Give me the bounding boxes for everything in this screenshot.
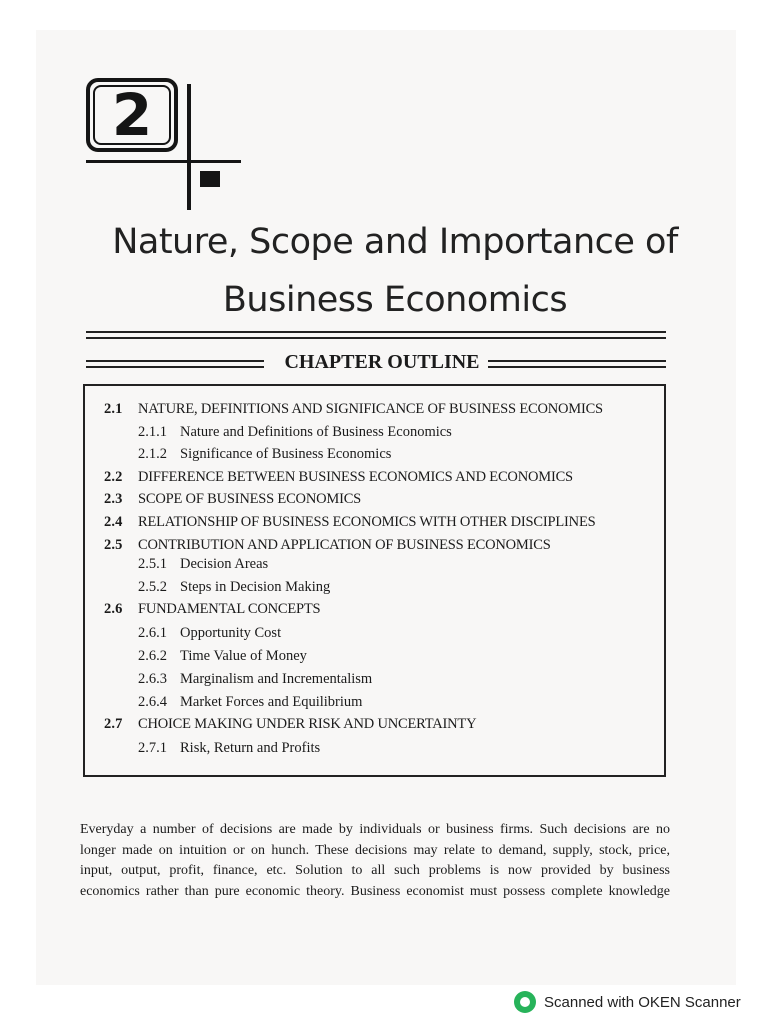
outline-item: 2.1.1 Nature and Definitions of Business Economics xyxy=(138,424,452,440)
outline-item: 2.1.2 Significance of Business Economics xyxy=(138,446,392,462)
outline-item: 2.6.1 Opportunity Cost xyxy=(138,625,282,641)
scanner-watermark-text: Scanned with OKEN Scanner xyxy=(544,993,741,1011)
outline-item: 2.5.2 Steps in Decision Making xyxy=(138,579,331,595)
body-line: input, output, profit, finance, etc. Solution to all such problems is now provided by business xyxy=(80,863,670,878)
outline-item: 2.5 CONTRIBUTION AND APPLICATION OF BUSINESS ECONOMICS xyxy=(104,537,551,553)
chapter-title-line2: Business Economics xyxy=(222,280,568,320)
body-line: economics rather than pure economic theory. Business economist must possess complete knowledge xyxy=(80,883,670,899)
outline-item: 2.4 RELATIONSHIP OF BUSINESS ECONOMICS WITH OTHER DISCIPLINES xyxy=(104,514,596,530)
outline-item: 2.6.2 Time Value of Money xyxy=(138,648,307,664)
title-rule-bottom xyxy=(86,337,666,339)
chapter-number: 2 xyxy=(111,81,153,149)
body-paragraph xyxy=(80,820,670,902)
outline-item: 2.5.1 Decision Areas xyxy=(138,556,269,572)
outline-bar-right-bottom xyxy=(488,366,666,368)
chapter-title-line1: Nature, Scope and Importance of xyxy=(112,222,678,262)
emblem-square xyxy=(200,171,220,187)
body-line: longer made on intuition or on hunch. These decisions may relate to demand, supply, stock, price, xyxy=(80,842,670,858)
outline-item: 2.1 NATURE, DEFINITIONS AND SIGNIFICANCE OF BUSINESS ECONOMICS xyxy=(104,401,603,417)
scanner-watermark xyxy=(514,989,741,1015)
emblem-vertical-line xyxy=(187,84,191,210)
emblem-horizontal-line xyxy=(86,160,241,163)
title-rule-top xyxy=(86,331,666,333)
scanner-logo-icon xyxy=(514,991,536,1013)
outline-item: 2.3 SCOPE OF BUSINESS ECONOMICS xyxy=(104,491,362,507)
body-line: Everyday a number of decisions are made by individuals or business firms. Such decisions are no xyxy=(80,822,670,837)
chapter-outline-heading: CHAPTER OUTLINE xyxy=(284,351,480,373)
outline-item: 2.6.3 Marginalism and Incrementalism xyxy=(138,671,373,687)
outline-bar-left-top xyxy=(86,360,264,362)
outline-item: 2.7.1 Risk, Return and Profits xyxy=(138,740,321,756)
outline-bar-left-bottom xyxy=(86,366,264,368)
outline-bar-right-top xyxy=(488,360,666,362)
outline-item: 2.6 FUNDAMENTAL CONCEPTS xyxy=(104,601,321,617)
chapter-emblem xyxy=(86,78,246,213)
outline-item: 2.2 DIFFERENCE BETWEEN BUSINESS ECONOMICS AND ECONOMICS xyxy=(104,469,573,485)
outline-item: 2.7 CHOICE MAKING UNDER RISK AND UNCERTAINTY xyxy=(104,716,477,732)
outline-item: 2.6.4 Market Forces and Equilibrium xyxy=(138,694,363,710)
